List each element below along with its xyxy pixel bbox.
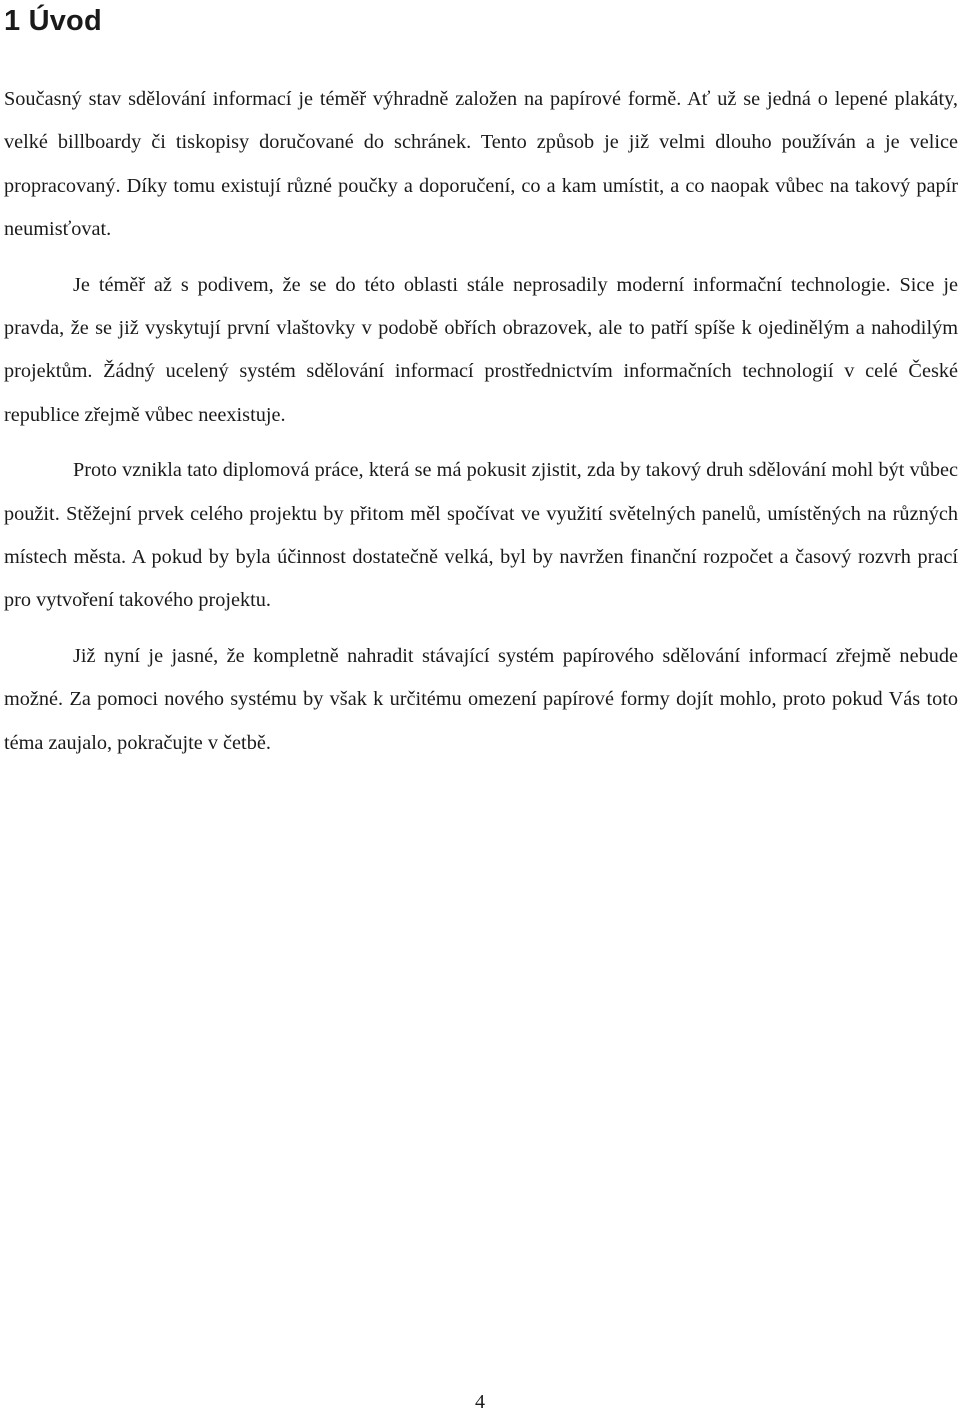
paragraph-1: Současný stav sdělování informací je téměř výhradně založen na papírové formě. Ať už se jedná o lepené plakáty, velké billboardy či tiskopisy doručované do schránek. Tento způsob je již velmi dlouho používán a je velice propracovaný. Díky tomu existují různé poučky a doporučení, co a kam umístit, a co naopak vůbec na takový papír neumisťovat. [4, 88, 958, 241]
page-number: 4 [475, 1391, 485, 1413]
paragraph-2: Je téměř až s podivem, že se do této oblasti stále neprosadily moderní informační technologie. Sice je pravda, že se již vyskytují první vlaštovky v podobě obřích obrazovek, ale to patří spíše k ojedinělým a nahodilým projektům. Žádný ucelený systém sdělování informací prostřednictvím informačních technologií v celé České republice zřejmě vůbec neexistuje. [4, 273, 958, 426]
paragraph-4: Již nyní je jasné, že kompletně nahradit stávající systém papírového sdělování informací zřejmě nebude možné. Za pomoci nového systému by však k určitému omezení papírové formy dojít mohlo, proto pokud Vás toto téma zaujalo, pokračujte v četbě. [4, 644, 958, 754]
body-text [4, 78, 958, 765]
paragraph-3: Proto vznikla tato diplomová práce, která se má pokusit zjistit, zda by takový druh sdělování mohl být vůbec použit. Stěžejní prvek celého projektu by přitom měl spočívat ve využití světelných panelů, umístěných na různých místech města. A pokud by byla účinnost dostatečně velká, byl by navržen finanční rozpočet a časový rozvrh prací pro vytvoření takového projektu. [4, 459, 958, 612]
chapter-heading: 1 Úvod [4, 5, 102, 37]
